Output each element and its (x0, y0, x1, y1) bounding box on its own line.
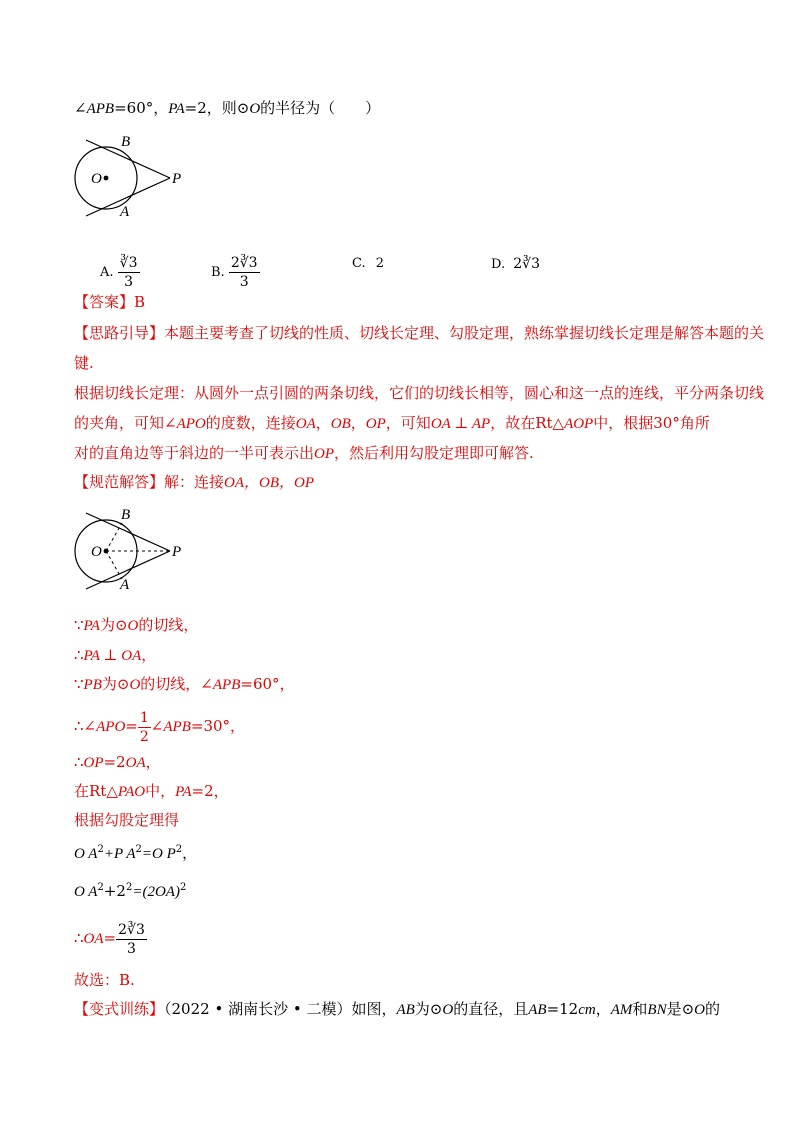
label-o: O (91, 171, 102, 187)
solution-label: 【规范解答】 (74, 473, 165, 491)
step-7: 根据勾股定理得 (74, 811, 180, 829)
hint-line-1: 【思路引导】本题主要考查了切线的性质、切线长定理、勾股定理，熟练掌握切线长定理是解答本题的关 (74, 324, 765, 342)
step-2: ∴PA ⊥ OA， (74, 646, 157, 664)
hint-line-2: 键. (74, 354, 94, 372)
half-fraction: $\frac{1}{2}$ (139, 709, 149, 745)
center-dot (104, 176, 109, 181)
step-1: ∵PA为⊙O的切线， (74, 616, 199, 634)
answer-value: B (134, 293, 146, 311)
option-c[interactable]: C. 2 (352, 256, 385, 271)
result-fraction: $\frac{2∛3}{3}$ (118, 921, 145, 957)
variant-label: 【变式训练】 (74, 1000, 165, 1018)
hint-label: 【思路引导】 (74, 324, 165, 342)
segment-ob (106, 523, 122, 551)
label-p: P (172, 171, 182, 187)
hint-line-4: 的夹角，可知∠APO的度数，连接OA，OB，OP，可知OA ⊥ AP，故在Rt△AOP中，根据30°角所 (74, 414, 710, 432)
step-11: 故选：B. (74, 971, 135, 989)
hint-line-3: 根据切线长定理：从圆外一点引圆的两条切线，它们的切线长相等，圆心和这一点的连线，平分两条切线 (74, 384, 765, 402)
tangent-figure-1 (70, 130, 190, 226)
step-9: O $A^2+2^2=(2OA)^2$ (74, 882, 187, 900)
label-o: O (91, 544, 102, 560)
hint-line-5: 对的直角边等于斜边的一半可表示出OP，然后利用勾股定理即可解答. (74, 444, 534, 462)
segment-oa (106, 551, 122, 579)
option-d[interactable]: D. 2∛3 (491, 256, 540, 272)
option-b-fraction: $\frac{2∛3}{3}$ (230, 255, 258, 290)
option-a-fraction: $\frac{∛3}{3}$ (119, 255, 138, 290)
answer-label: 【答案】 (74, 293, 135, 311)
solution-intro: 【规范解答】解：连接OA，OB，OP (74, 473, 315, 491)
step-3: ∵PB为⊙O的切线，∠APB=60°， (74, 675, 295, 693)
step-10: ∴OA= $\frac{2∛3}{3}$ (74, 921, 145, 957)
option-a[interactable]: A. $\frac{∛3}{3}$ (100, 255, 138, 290)
step-4: ∴∠APO= $\frac{1}{2}$ ∠APB=30°， (74, 709, 246, 745)
label-a: A (120, 204, 130, 220)
label-b: B (121, 507, 131, 523)
label-p: P (172, 544, 182, 560)
answer-line (74, 292, 145, 312)
label-b: B (121, 134, 131, 150)
tangent-figure-2 (70, 503, 190, 599)
question-stem: ∠APB=60°，PA=2，则⊙O的半径为（ ） (74, 99, 381, 117)
step-5: ∴OP=2OA， (74, 753, 161, 771)
variant-line: 【变式训练】（2022 • 湖南长沙 • 二模）如图，AB为⊙O的直径，且AB=12cm，AM和BN是⊙O的 (74, 1000, 721, 1018)
label-a: A (120, 577, 130, 593)
step-6: 在Rt△PAO中，PA=2， (74, 782, 229, 800)
option-b[interactable]: B. $\frac{2∛3}{3}$ (211, 255, 258, 290)
step-8: O $A^2+P$ $A^2=O$ $P^2$， (74, 844, 198, 862)
